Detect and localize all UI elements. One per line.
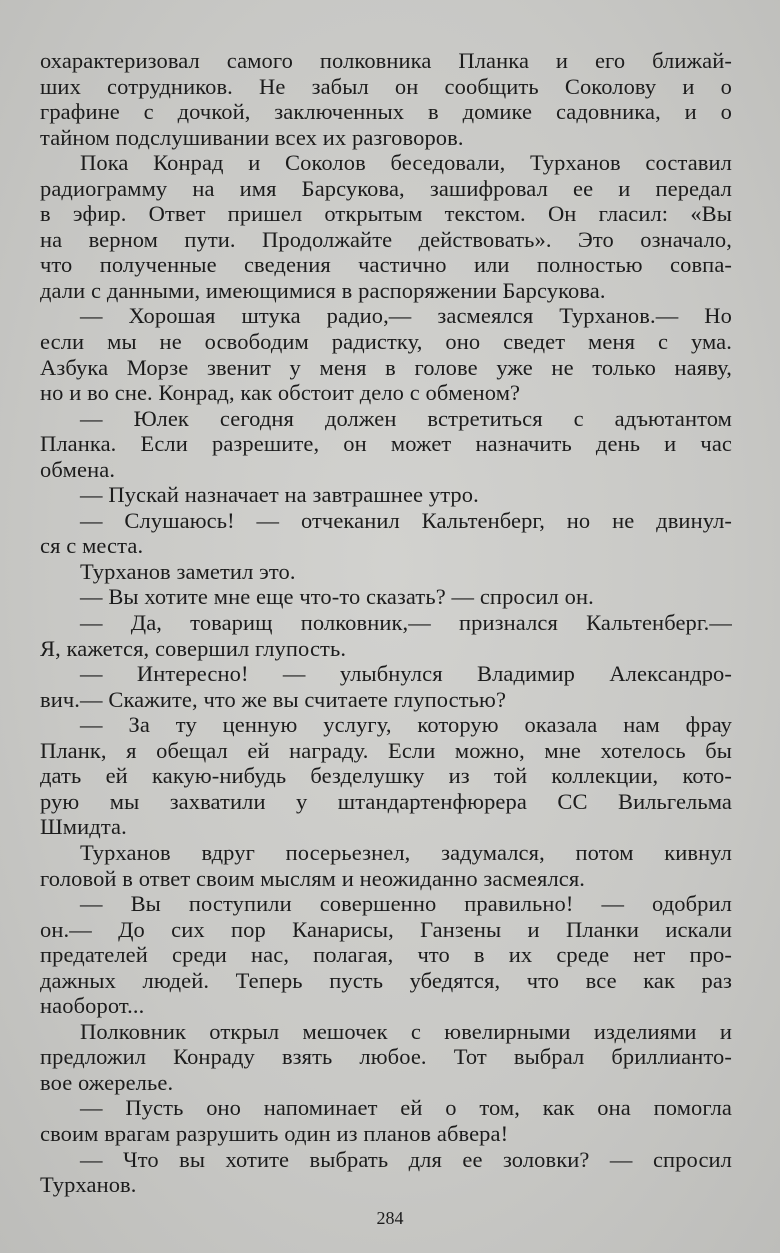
text-line: графине с дочкой, заключенных в домике садовника, и о bbox=[40, 99, 732, 125]
text-line: Турханов вдруг посерьезнел, задумался, потом кивнул bbox=[80, 839, 732, 865]
text-line: обмена. bbox=[40, 456, 116, 482]
text-line: своим врагам разрушить один из планов абвера! bbox=[40, 1120, 509, 1146]
text-line: головой в ответ своим мыслям и неожиданно засмеялся. bbox=[40, 865, 586, 891]
text-line: — Да, товарищ полковник,— признался Кальтенберг.— bbox=[80, 610, 732, 636]
text-line: Турханов заметил это. bbox=[80, 558, 296, 584]
text-line: дажных людей. Теперь пусть убедятся, что все как раз bbox=[40, 967, 732, 993]
text-line: — Интересно! — улыбнулся Владимир Александро- bbox=[80, 661, 732, 687]
text-line: он.— До сих пор Канарисы, Ганзены и Планки искали bbox=[40, 916, 732, 942]
text-line: в эфир. Ответ пришел открытым текстом. Он гласил: «Вы bbox=[40, 201, 732, 227]
text-line: Азбука Морзе звенит у меня в голове уже не только наяву, bbox=[40, 354, 732, 380]
text-line: — Пусть оно напоминает ей о том, как она помогла bbox=[80, 1095, 732, 1121]
text-line: — Пускай назначает на завтрашнее утро. bbox=[80, 482, 479, 508]
page-number: 284 bbox=[376, 1208, 404, 1228]
text-line: дать ей какую-нибудь безделушку из той коллекции, кото- bbox=[40, 763, 732, 789]
text-line: охарактеризовал самого полковника Планка и его ближай- bbox=[40, 48, 732, 73]
text-line: предателей среди нас, полагая, что в их среде нет про- bbox=[40, 942, 732, 968]
text-line: но и во сне. Конрад, как обстоит дело с обменом? bbox=[40, 380, 521, 406]
text-line: — Слушаюсь! — отчеканил Кальтенберг, но не двинул- bbox=[80, 507, 732, 533]
text-line: — Хорошая штука радио,— засмеялся Турханов.— Но bbox=[80, 303, 732, 329]
text-line: Планк, я обещал ей награду. Если можно, мне хотелось бы bbox=[40, 737, 732, 763]
text-line: Планка. Если разрешите, он может назначить день и час bbox=[40, 431, 732, 457]
text-line: — Что вы хотите выбрать для ее золовки? — спросил bbox=[80, 1146, 732, 1172]
text-line: Полковник открыл мешочек с ювелирными изделиями и bbox=[80, 1018, 732, 1044]
text-line: вич.— Скажите, что же вы считаете глупостью? bbox=[40, 686, 507, 712]
text-line: ших сотрудников. Не забыл он сообщить Соколову и о bbox=[40, 73, 732, 99]
text-line: — Вы поступили совершенно правильно! — одобрил bbox=[80, 891, 732, 917]
body-text bbox=[40, 48, 732, 1198]
text-line: наоборот... bbox=[40, 993, 145, 1019]
text-line: предложил Конраду взять любое. Тот выбрал бриллианто- bbox=[40, 1044, 732, 1070]
text-line: рую мы захватили у штандартенфюрера СС Вильгельма bbox=[40, 788, 732, 814]
text-line: — За ту ценную услугу, которую оказала нам фрау bbox=[80, 712, 732, 738]
text-line: — Вы хотите мне еще что-то сказать? — спросил он. bbox=[80, 584, 594, 610]
text-line: если мы не освободим радистку, оно сведет меня с ума. bbox=[40, 329, 732, 355]
text-line: — Юлек сегодня должен встретиться с адъютантом bbox=[80, 405, 732, 431]
text-line: Пока Конрад и Соколов беседовали, Турханов составил bbox=[80, 150, 732, 176]
text-line: вое ожерелье. bbox=[40, 1069, 174, 1095]
text-line: на верном пути. Продолжайте действовать». Это означало, bbox=[40, 226, 732, 252]
text-line: тайном подслушивании всех их разговоров. bbox=[40, 124, 464, 150]
text-line: Шмидта. bbox=[40, 814, 127, 840]
text-line: Турханов. bbox=[40, 1172, 137, 1198]
text-line: ся с места. bbox=[40, 533, 144, 559]
text-line: что полученные сведения частично или полностью совпа- bbox=[40, 252, 732, 278]
text-line: радиограмму на имя Барсукова, зашифровал ее и передал bbox=[40, 175, 732, 201]
text-line: дали с данными, имеющимися в распоряжении Барсукова. bbox=[40, 277, 606, 303]
text-line: Я, кажется, совершил глупость. bbox=[40, 635, 347, 661]
